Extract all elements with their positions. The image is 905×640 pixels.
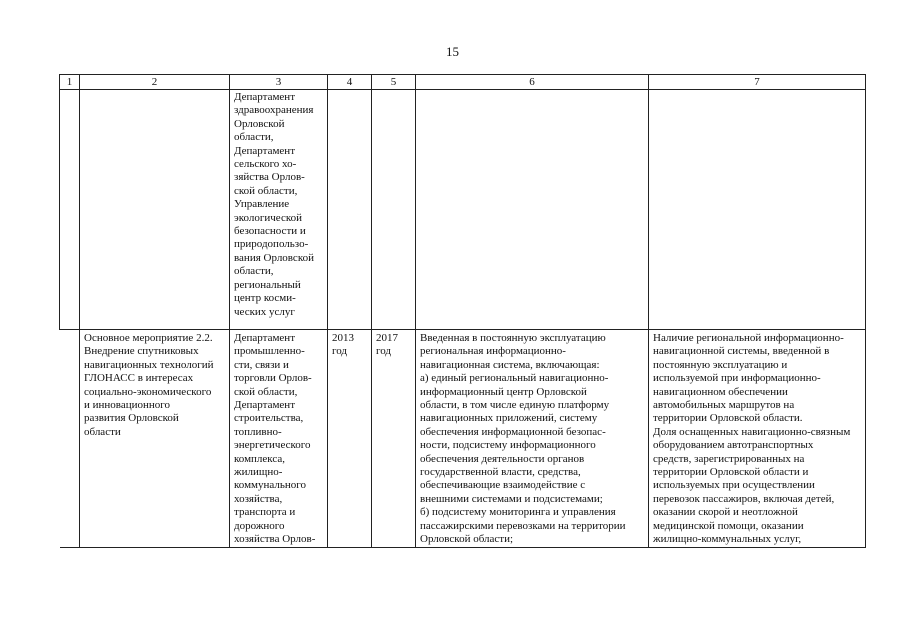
table-row [60,330,866,548]
column-header: 3 [230,75,328,90]
cell-line: перевозок пассажиров, включая детей, [653,492,835,505]
column-header: 2 [80,75,230,90]
cell-line: обеспечивающие взаимодействие с [420,479,586,492]
cell-line: дорожного [234,519,285,532]
cell-line: навигационном обеспечении [653,385,788,398]
cell-line: коммунального [234,479,306,492]
cell-line: информационный центр Орловской [420,385,587,398]
table-cell [649,90,866,330]
cell-line: сти, связи и [234,358,289,371]
cell-line: Департамент [234,91,296,103]
cell-line: средств, зарегистрированных на [653,452,805,465]
table-cell [372,90,416,330]
cell-line: Основное мероприятие 2.2. [84,332,213,344]
cell-line: Орловской области; [420,533,514,546]
cell-line: региональный [234,278,301,291]
column-header: 6 [416,75,649,90]
cell-line: обеспечения деятельности органов [420,452,585,465]
cell-line: обеспечения информационной безопас- [420,425,606,438]
cell-line: безопасности и [234,225,306,238]
cell-line: Доля оснащенных навигационно-связным [653,425,851,438]
cell-line: экологической [234,211,302,224]
cell-line: навигационной системы, введенной в [653,345,830,358]
cell-line: а) единый региональный навигационно- [420,372,609,385]
column-header: 7 [649,75,866,90]
cell-line: топливно- [234,425,282,438]
cell-line: Орловской [234,117,285,130]
cell-line: Департамент [234,144,296,157]
cell-line: здравоохранения [234,104,314,117]
cell-line: навигационных приложений, систему [420,412,598,425]
cell-line: области [84,425,121,438]
column-header: 4 [328,75,372,90]
cell-line: комплекса, [234,452,286,465]
cell-line: год [332,345,348,358]
cell-line: Наличие региональной информационно- [653,332,844,344]
cell-line: торговли Орлов- [234,372,312,385]
cell-line: хозяйства, [234,492,283,505]
cell-line: промышленно- [234,345,305,358]
cell-line: Внедрение спутниковых [84,345,199,358]
responsible-cell [230,330,328,548]
table-cell [60,330,80,548]
cell-line: автомобильных маршрутов на [653,399,795,412]
column-header: 1 [60,75,80,90]
cell-line: используемых при осуществлении [653,479,815,492]
table-cell [80,90,230,330]
cell-line: Управление [234,198,290,211]
cell-line: вания Орловской [234,251,314,264]
cell-line: области, [234,265,274,278]
table-row [60,90,866,330]
cell-line: зяйства Орлов- [234,171,305,184]
cell-line: ческих услуг [234,305,295,318]
cell-line: территории Орловской области. [653,412,803,425]
cell-line: энергетического [234,439,311,452]
start-year-cell [328,330,372,548]
header-row [60,75,866,90]
cell-line: медицинской помощи, оказании [653,519,804,532]
column-header: 5 [372,75,416,90]
page-number: 15 [446,44,459,59]
cell-line: жилищно- [234,466,283,479]
indicator-cell [649,330,866,548]
cell-line: ской области, [234,184,298,197]
cell-line: 2013 [332,332,354,344]
cell-line: 2017 [376,332,398,344]
cell-line: Департамент [234,399,296,412]
cell-line: ГЛОНАСС в интересах [84,372,194,385]
cell-line: Департамент [234,332,296,344]
program-table [59,74,866,548]
expected-result-cell [416,330,649,548]
cell-line: ской области, [234,385,298,398]
cell-line: оборудованием автотранспортных [653,439,814,452]
cell-line: внешними системами и подсистемами; [420,492,603,505]
cell-line: пассажирскими перевозками на территории [420,519,626,532]
cell-line: региональная информационно- [420,345,566,358]
cell-line: центр косми- [234,292,296,305]
end-year-cell [372,330,416,548]
cell-line: территории Орловской области и [653,466,809,479]
cell-line: и инновационного [84,399,171,412]
cell-line: ности, подсистему информационного [420,439,596,452]
responsible-cell [230,90,328,330]
cell-line: сельского хо- [234,158,297,171]
cell-line: развития Орловской [84,412,179,425]
cell-line: постоянную эксплуатацию и [653,358,788,371]
cell-line: государственной власти, средства, [420,466,581,479]
activity-cell [80,330,230,548]
cell-line: год [376,345,392,358]
cell-line: хозяйства Орлов- [234,533,316,546]
cell-line: навигационных технологий [84,358,214,371]
cell-line: оказании скорой и неотложной [653,506,798,519]
cell-line: строительства, [234,412,304,425]
cell-line: транспорта и [234,506,296,519]
cell-line: используемой при информационно- [653,372,821,385]
cell-line: области, [234,131,274,144]
table-cell [416,90,649,330]
cell-line: навигационная система, включающая: [420,358,600,371]
cell-line: социально-экономического [84,385,212,398]
table-cell [60,90,80,330]
cell-line: б) подсистему мониторинга и управления [420,506,616,519]
table-cell [328,90,372,330]
cell-line: природопользо- [234,238,309,251]
cell-line: жилищно-коммунальных услуг, [653,533,802,546]
cell-line: области, в том числе единую платформу [420,399,610,412]
cell-line: Введенная в постоянную эксплуатацию [420,332,606,344]
